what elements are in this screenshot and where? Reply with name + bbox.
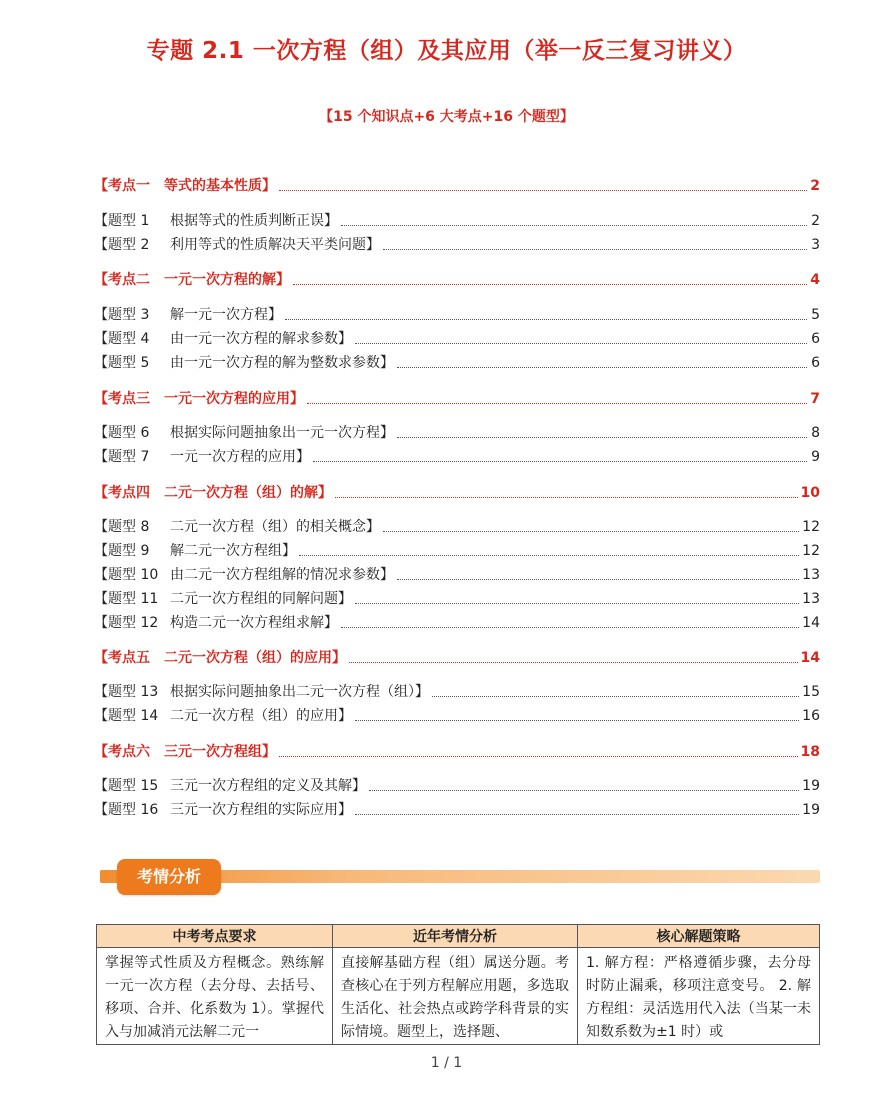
toc-page-number: 6 — [811, 331, 820, 347]
toc-item-row[interactable] — [94, 706, 820, 726]
toc-dot-leader — [279, 189, 807, 191]
toc-page-number: 5 — [811, 307, 820, 323]
toc-dot-leader — [397, 436, 807, 438]
table-row — [97, 948, 820, 1045]
toc-entry-number: 【考点六 — [94, 744, 150, 760]
toc-dot-leader — [355, 719, 799, 721]
toc-dot-leader — [383, 248, 807, 250]
document-subtitle: 【15 个知识点+6 大考点+16 个题型】 — [319, 109, 574, 125]
toc-item-row[interactable] — [94, 447, 820, 467]
table-header-cell: 近年考情分析 — [333, 925, 578, 948]
toc-dot-leader — [355, 342, 807, 344]
toc-page-number: 14 — [802, 615, 820, 631]
toc-entry-number: 【题型 11 — [94, 591, 159, 607]
toc-section-row[interactable] — [94, 389, 820, 409]
toc-dot-leader — [383, 530, 799, 532]
toc-section-row[interactable] — [94, 270, 820, 290]
toc-entry-number: 【题型 1 — [94, 213, 150, 229]
toc-dot-leader — [369, 789, 799, 791]
toc-section-row[interactable] — [94, 176, 820, 196]
toc-entry-label — [94, 517, 380, 537]
toc-item-row[interactable] — [94, 565, 820, 585]
toc-dot-leader — [355, 813, 799, 815]
toc-entry-label — [94, 176, 276, 196]
toc-entry-label — [94, 706, 352, 726]
toc-page-number: 3 — [811, 237, 820, 253]
toc-entry-title: 利用等式的性质解决天平类问题】 — [170, 237, 380, 253]
toc-entry-label — [94, 270, 290, 290]
toc-page-number: 2 — [811, 213, 820, 229]
document-title: 专题 2.1 一次方程（组）及其应用（举一反三复习讲义） — [146, 38, 747, 64]
toc-entry-label — [94, 447, 310, 467]
toc-entry-title: 根据实际问题抽象出二元一次方程（组）】 — [170, 684, 429, 700]
toc-page-number: 12 — [802, 519, 820, 535]
toc-dot-leader — [307, 402, 807, 404]
toc-dot-leader — [397, 578, 799, 580]
toc-entry-title: 一元一次方程的应用】 — [164, 391, 304, 407]
toc-page-number: 7 — [810, 391, 820, 407]
toc-entry-label — [94, 235, 380, 255]
toc-entry-title: 二元一次方程（组）的应用】 — [170, 708, 352, 724]
toc-page-number: 8 — [811, 425, 820, 441]
toc-entry-title: 一元一次方程的应用】 — [170, 449, 310, 465]
toc-item-row[interactable] — [94, 329, 820, 349]
cell-text: 直接解基础方程（组）属送分题。考查核心在于列方程解应用题，多选取生活化、社会热点或跨学科背景的实际情境。题型上，选择题、 — [341, 955, 569, 1040]
toc-entry-title: 等式的基本性质】 — [164, 178, 276, 194]
toc-entry-number: 【题型 6 — [94, 425, 150, 441]
toc-entry-number: 【考点二 — [94, 272, 150, 288]
toc-page-number: 4 — [810, 272, 820, 288]
table-cell — [578, 948, 820, 1045]
toc-entry-title: 三元一次方程组的定义及其解】 — [170, 778, 366, 794]
toc-item-row[interactable] — [94, 541, 820, 561]
toc-item-row[interactable] — [94, 305, 820, 325]
toc-entry-title: 构造二元一次方程组求解】 — [170, 615, 338, 631]
toc-dot-leader — [341, 626, 799, 628]
table-header-row — [97, 925, 820, 948]
toc-item-row[interactable] — [94, 589, 820, 609]
toc-entry-title: 根据实际问题抽象出一元一次方程】 — [170, 425, 394, 441]
toc-item-row[interactable] — [94, 800, 820, 820]
toc-entry-title: 一元一次方程的解】 — [164, 272, 290, 288]
toc-entry-number: 【题型 4 — [94, 331, 150, 347]
toc-item-row[interactable] — [94, 613, 820, 633]
page-indicator: 1 / 1 — [430, 1055, 463, 1071]
toc-entry-label — [94, 776, 366, 796]
toc-entry-label — [94, 541, 296, 561]
toc-dot-leader — [313, 460, 807, 462]
toc-dot-leader — [285, 318, 807, 320]
toc-entry-number: 【题型 14 — [94, 708, 159, 724]
toc-page-number: 13 — [802, 567, 820, 583]
toc-section-row[interactable] — [94, 483, 820, 503]
toc-page-number: 13 — [802, 591, 820, 607]
table-cell — [97, 948, 333, 1045]
toc-dot-leader — [279, 755, 798, 757]
toc-item-row[interactable] — [94, 211, 820, 231]
toc-page-number: 19 — [802, 802, 820, 818]
toc-entry-number: 【考点一 — [94, 178, 150, 194]
table-header-cell: 核心解题策略 — [578, 925, 820, 948]
toc-entry-number: 【题型 7 — [94, 449, 150, 465]
toc-dot-leader — [341, 224, 807, 226]
table-cell — [333, 948, 578, 1045]
toc-entry-title: 解一元一次方程】 — [170, 307, 282, 323]
toc-entry-number: 【考点四 — [94, 485, 150, 501]
toc-item-row[interactable] — [94, 353, 820, 373]
toc-page-number: 15 — [802, 684, 820, 700]
toc-dot-leader — [293, 283, 807, 285]
toc-entry-label — [94, 305, 282, 325]
toc-section-row[interactable] — [94, 648, 820, 668]
cell-text: 掌握等式性质及方程概念。熟练解一元一次方程（去分母、去括号、移项、合并、化系数为 1）。掌握代入与加减消元法解二元一 — [105, 955, 324, 1040]
toc-entry-title: 由二元一次方程组解的情况求参数】 — [170, 567, 394, 583]
toc-entry-title: 三元一次方程组的实际应用】 — [170, 802, 352, 818]
toc-page-number: 6 — [811, 355, 820, 371]
toc-entry-title: 根据等式的性质判断正误】 — [170, 213, 338, 229]
toc-page-number: 14 — [800, 650, 820, 666]
toc-entry-label — [94, 329, 352, 349]
toc-entry-title: 二元一次方程（组）的应用】 — [164, 650, 346, 666]
toc-entry-label — [94, 565, 394, 585]
toc-entry-number: 【题型 3 — [94, 307, 150, 323]
toc-item-row[interactable] — [94, 682, 820, 702]
toc-entry-label — [94, 353, 394, 373]
toc-section-row[interactable] — [94, 742, 820, 762]
toc-entry-number: 【考点五 — [94, 650, 150, 666]
toc-page-number: 9 — [811, 449, 820, 465]
toc-entry-number: 【题型 5 — [94, 355, 150, 371]
toc-entry-label — [94, 613, 338, 633]
toc-dot-leader — [397, 366, 807, 368]
toc-entry-label — [94, 682, 429, 702]
toc-entry-title: 二元一次方程（组）的解】 — [164, 485, 332, 501]
toc-entry-label — [94, 483, 332, 503]
toc-entry-title: 由一元一次方程的解求参数】 — [170, 331, 352, 347]
toc-page-number: 19 — [802, 778, 820, 794]
toc-entry-number: 【题型 16 — [94, 802, 159, 818]
toc-entry-label — [94, 211, 338, 231]
toc-entry-title: 三元一次方程组】 — [164, 744, 276, 760]
toc-entry-label — [94, 423, 394, 443]
toc-entry-title: 二元一次方程（组）的相关概念】 — [170, 519, 380, 535]
toc-entry-number: 【考点三 — [94, 391, 150, 407]
toc-entry-number: 【题型 2 — [94, 237, 150, 253]
toc-page-number: 18 — [800, 744, 820, 760]
toc-entry-label — [94, 589, 352, 609]
table-header-cell: 中考考点要求 — [97, 925, 333, 948]
toc-item-row[interactable] — [94, 423, 820, 443]
analysis-table — [96, 924, 820, 1045]
toc-entry-label — [94, 389, 304, 409]
toc-entry-number: 【题型 8 — [94, 519, 150, 535]
toc-entry-number: 【题型 10 — [94, 567, 159, 583]
toc-dot-leader — [349, 661, 798, 663]
toc-entry-label — [94, 800, 352, 820]
toc-page-number: 16 — [802, 708, 820, 724]
toc-entry-number: 【题型 12 — [94, 615, 159, 631]
toc-entry-number: 【题型 9 — [94, 543, 150, 559]
toc-page-number: 12 — [802, 543, 820, 559]
toc-entry-title: 解二元一次方程组】 — [170, 543, 296, 559]
toc-item-row[interactable] — [94, 235, 820, 255]
toc-dot-leader — [335, 496, 798, 498]
toc-dot-leader — [355, 602, 799, 604]
toc-page-number: 10 — [800, 485, 820, 501]
toc-entry-number: 【题型 15 — [94, 778, 159, 794]
table-of-contents — [94, 0, 820, 830]
toc-item-row[interactable] — [94, 517, 820, 537]
section-banner-label: 考情分析 — [117, 859, 221, 895]
toc-entry-title: 由一元一次方程的解为整数求参数】 — [170, 355, 394, 371]
toc-entry-number: 【题型 13 — [94, 684, 159, 700]
toc-item-row[interactable] — [94, 776, 820, 796]
cell-text: 1. 解方程：严格遵循步骤，去分母时防止漏乘，移项注意变号。 2. 解方程组：灵活选用代入法（当某一未知数系数为±1 时）或 — [586, 955, 811, 1040]
toc-page-number: 2 — [810, 178, 820, 194]
toc-entry-title: 二元一次方程组的同解问题】 — [170, 591, 352, 607]
toc-entry-label — [94, 742, 276, 762]
toc-dot-leader — [432, 695, 799, 697]
toc-dot-leader — [299, 554, 799, 556]
toc-entry-label — [94, 648, 346, 668]
